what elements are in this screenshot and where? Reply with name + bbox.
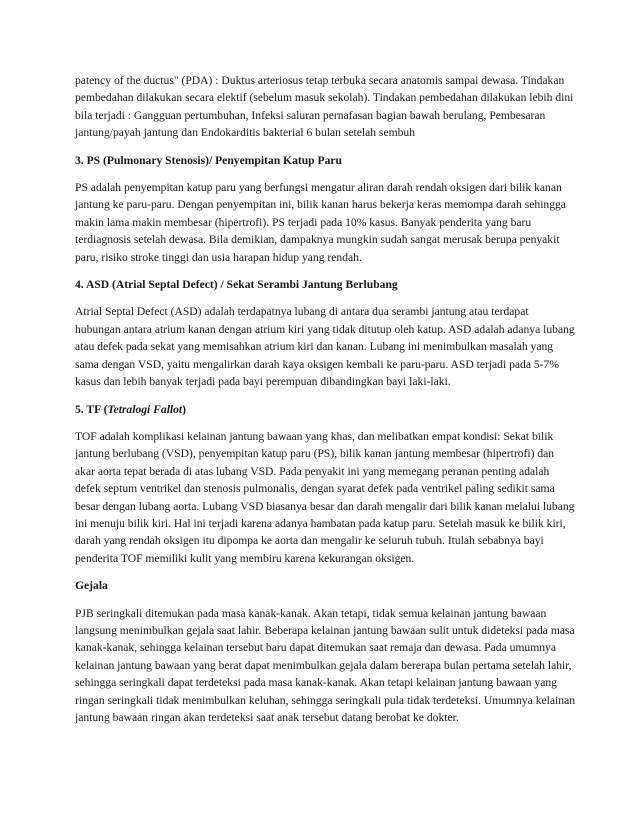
gejala-paragraph [75, 605, 575, 727]
gejala-body: seringkali ditemukan pada masa kanak-kanak. Akan tetapi, tidak semua kelainan jantung bawaan langsung menimbulkan gejala saat lahir. Beberapa kelainan jantung bawaan sulit untuk dideteksi pada masa kanak-kanak, sehingga kelainan tersebut baru dapat ditemukan saat remaja dan dewasa. Pada umumnya kelainan jantung bawaan yang berat dapat menimbulkan gejala dalam bererapa bulan pertama setelah lahir, sehingga seringkali dapat terdeteksi pada masa kanak-kanak. Akan tetapi kelainan jantung bawaan yang ringan seringkali tidak menimbulkan keluhan, sehingga seringkali pula tidak terdeteksi. Umumnya kelainan jantung bawaan ringan akan terdeteksi saat anak tersebut datang berobat ke dokter. [75, 606, 576, 724]
tf-heading-suffix: ) [182, 402, 187, 416]
section-heading-gejala: Gejala [75, 579, 108, 593]
gejala-pjb: PJB [75, 606, 94, 620]
document-page [75, 72, 575, 726]
tf-heading-italic: Tetralogi Fallot [107, 402, 183, 416]
tf-heading-prefix: 5. TF ( [75, 402, 108, 416]
asd-paragraph: Atrial Septal Defect (ASD) adalah terdapatnya lubang di antara dua serambi jantung atau terdapat hubungan antara atrium kanan dengan atrium kiri yang tidak ditutup oleh katup. ASD adalah adanya lubang atau defek pada sekat yang memisahkan atrium kiri dan kanan. Lubang ini menimbulkan masalah yang sama dengan VSD, yaitu mengalirkan darah kaya oksigen kembali ke paru-paru. ASD terjadi pada 5-7% kasus dan lebih banyak terjadi pada bayi perempuan dibandingkan bayi laki-laki. [75, 305, 575, 389]
tf-paragraph: TOF adalah komplikasi kelainan jantung bawaan yang khas, dan melibatkan empat kondisi: Sekat bilik jantung berlubang (VSD), penyempitan katup paru (PS), bilik kanan jantung membesar (hipertrofi) dan akar aorta tepat berada di atas lubang VSD. Pada penyakit ini yang memegang peranan penting adalah defek septum ventrikel dan stenosis pulmonalis, dengan syarat defek pada ventrikel paling sedikit sama besar dengan lubang aorta. Lubang VSD biasanya besar dan darah mengalir dari bilik kanan melalui lubang ini menuju bilik kiri. Hal ini terjadi karena adanya hambatan pada katup paru. Setelah masuk ke bilik kiri, darah yang rendah oksigen itu dipompa ke aorta dan mengalir ke seluruh tubuh. Itulah sebabnya bayi penderita TOF memiliki kulit yang membiru karena kekurangan oksigen. [75, 429, 575, 565]
section-heading-ps: 3. PS (Pulmonary Stenosis)/ Penyempitan Katup Paru [75, 153, 342, 167]
section-heading-tf [75, 401, 575, 418]
ps-paragraph: PS adalah penyempitan katup paru yang berfungsi mengatur aliran darah rendah oksigen dari bilik kanan jantung ke paru-paru. Dengan penyempitan ini, bilik kanan harus bekerja keras memompa darah sehingga makin lama makin membesar (hipertrofi). PS terjadi pada 10% kasus. Banyak penderita yang baru terdiagnosis setelah dewasa. Bila demikian, dampaknya mungkin sudah sangat merusak berupa penyakit paru, risiko stroke tinggi dan usia harapan hidup yang rendah. [75, 181, 566, 264]
intro-paragraph: patency of the ductus" (PDA) : Duktus arteriosus tetap terbuka secara anatomis sampai dewasa. Tindakan pembedahan dilakukan secara elektif (sebelum masuk sekolah). Tindakan pembedahan dilakukan lebih dini bila terjadi : Gangguan pertumbuhan, Infeksi saluran pernafasan bagian bawah berulang, Pembesaran jantung/payah jantung dan Endokarditis bakterial 6 bulan setelah sembuh [75, 74, 574, 140]
section-heading-asd: 4. ASD (Atrial Septal Defect) / Sekat Serambi Jantung Berlubang [75, 278, 398, 292]
